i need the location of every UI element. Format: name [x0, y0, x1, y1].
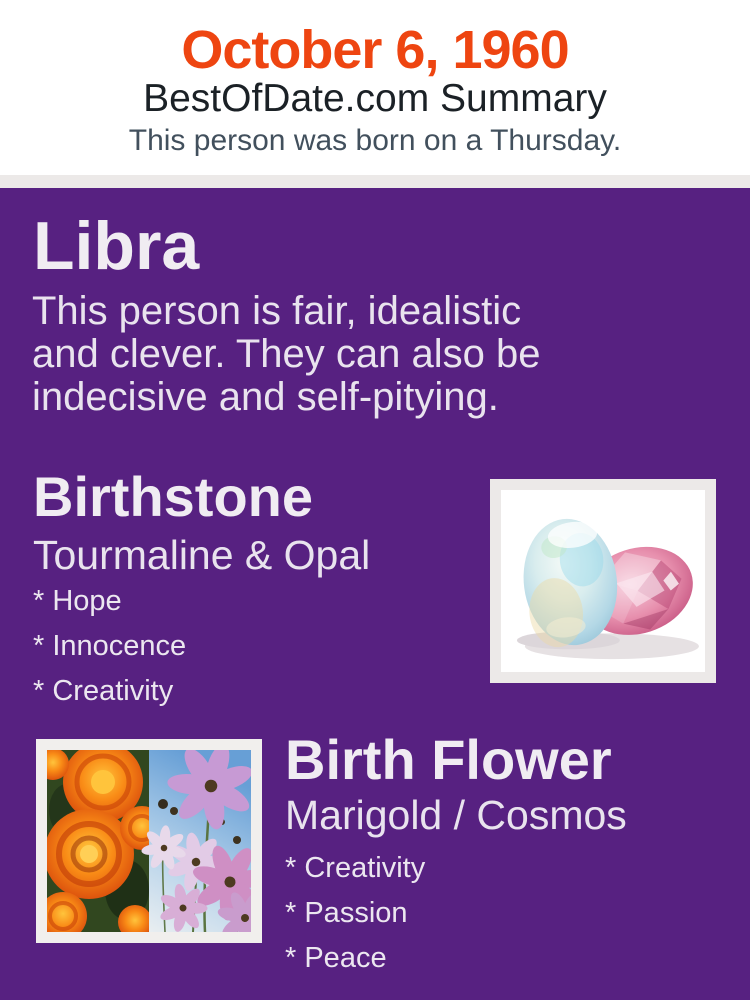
birthstone-names: Tourmaline & Opal — [33, 532, 371, 578]
date-title: October 6, 1960 — [181, 20, 569, 80]
trait-item: * Creativity — [285, 852, 426, 884]
zodiac-description — [32, 290, 652, 419]
cosmos-bud — [233, 836, 241, 844]
site-summary-subtitle: BestOfDate.com Summary — [143, 77, 607, 120]
trait-item: * Hope — [33, 585, 122, 617]
cosmos-half — [139, 750, 251, 932]
birth-flower-trait-list — [285, 846, 425, 981]
trait-item: * Peace — [285, 942, 387, 974]
opal-tourmaline-graphic — [501, 490, 705, 672]
trait-item: * Innocence — [33, 630, 187, 662]
zodiac-description-line: This person is fair, idealistic — [32, 289, 522, 333]
zodiac-sign-heading: Libra — [33, 208, 200, 284]
marigold-cosmos-graphic — [47, 750, 251, 932]
birth-flower-image — [47, 750, 251, 932]
page-header — [0, 0, 750, 175]
birth-flower-image-card — [36, 739, 262, 943]
born-on-tagline: This person was born on a Thursday. — [128, 124, 622, 157]
birth-flower-names: Marigold / Cosmos — [285, 792, 627, 838]
birthstone-heading: Birthstone — [33, 465, 313, 528]
cosmos-bud — [158, 799, 168, 809]
birthstone-trait-list — [33, 579, 186, 714]
trait-item: * Creativity — [33, 675, 174, 707]
birth-flower-heading: Birth Flower — [285, 728, 612, 791]
trait-item: * Passion — [285, 897, 408, 929]
marigold-half — [47, 750, 164, 932]
header-divider — [0, 175, 750, 188]
zodiac-description-line: and clever. They can also be — [32, 332, 541, 376]
birthstone-image — [501, 490, 705, 672]
cosmos-bud — [170, 807, 178, 815]
zodiac-description-line: indecisive and self-pitying. — [32, 375, 499, 419]
birthstone-image-card — [490, 479, 716, 683]
